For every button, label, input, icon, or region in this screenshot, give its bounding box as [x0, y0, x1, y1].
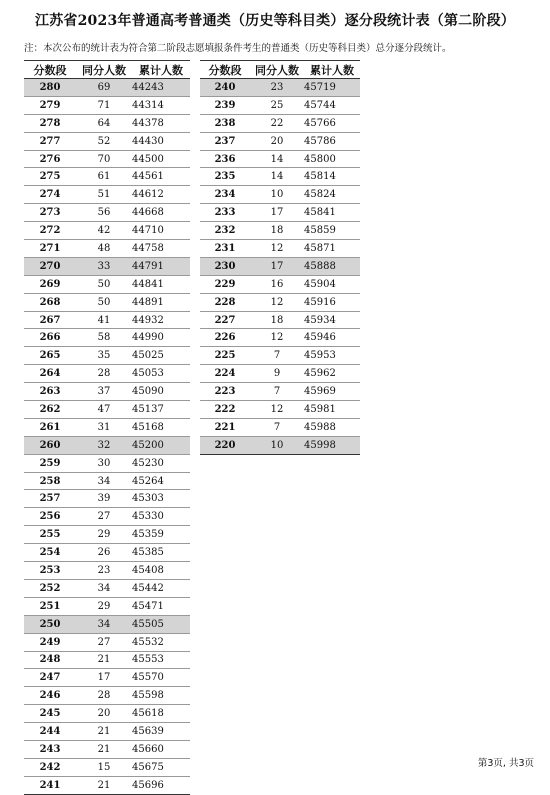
score-cell: 275	[24, 168, 76, 186]
same-count-cell: 31	[76, 418, 132, 436]
table-row	[200, 222, 360, 240]
table-row	[200, 96, 360, 114]
same-count-cell: 39	[76, 490, 132, 508]
table-row	[24, 257, 190, 275]
score-cell: 224	[200, 365, 250, 383]
score-cell: 273	[24, 204, 76, 222]
same-count-cell: 15	[76, 758, 132, 776]
table-row	[200, 186, 360, 204]
cumulative-cell: 45962	[304, 365, 360, 383]
cumulative-cell: 45841	[304, 204, 360, 222]
cumulative-cell: 45303	[132, 490, 190, 508]
table-row	[24, 418, 190, 436]
table-row	[200, 311, 360, 329]
score-cell: 251	[24, 597, 76, 615]
cumulative-cell: 44378	[132, 114, 190, 132]
score-cell: 240	[200, 79, 250, 97]
table-row	[24, 347, 190, 365]
table-row	[24, 365, 190, 383]
table-row	[24, 329, 190, 347]
same-count-cell: 70	[76, 150, 132, 168]
same-count-cell: 27	[76, 633, 132, 651]
header-cumulative: 累计人数	[132, 61, 190, 79]
cumulative-cell: 44990	[132, 329, 190, 347]
table-row	[200, 347, 360, 365]
table-row	[24, 401, 190, 419]
same-count-cell: 7	[250, 347, 304, 365]
score-cell: 228	[200, 293, 250, 311]
score-cell: 264	[24, 365, 76, 383]
same-count-cell: 7	[250, 383, 304, 401]
same-count-cell: 41	[76, 311, 132, 329]
table-row	[24, 490, 190, 508]
same-count-cell: 32	[76, 436, 132, 454]
table-row	[24, 526, 190, 544]
same-count-cell: 17	[250, 204, 304, 222]
score-cell: 232	[200, 222, 250, 240]
score-cell: 236	[200, 150, 250, 168]
table-row	[24, 168, 190, 186]
score-cell: 241	[24, 776, 76, 794]
same-count-cell: 61	[76, 168, 132, 186]
cumulative-cell: 45696	[132, 776, 190, 794]
same-count-cell: 71	[76, 96, 132, 114]
score-cell: 260	[24, 436, 76, 454]
table-row	[24, 687, 190, 705]
score-cell: 257	[24, 490, 76, 508]
cumulative-cell: 45618	[132, 705, 190, 723]
cumulative-cell: 44710	[132, 222, 190, 240]
cumulative-cell: 45471	[132, 597, 190, 615]
cumulative-cell: 45934	[304, 311, 360, 329]
table-row	[200, 293, 360, 311]
score-cell: 266	[24, 329, 76, 347]
score-table-right	[200, 60, 360, 455]
cumulative-cell: 45200	[132, 436, 190, 454]
cumulative-cell: 45953	[304, 347, 360, 365]
same-count-cell: 14	[250, 168, 304, 186]
same-count-cell: 34	[76, 615, 132, 633]
header-same-count: 同分人数	[250, 61, 304, 79]
same-count-cell: 21	[76, 776, 132, 794]
table-row	[200, 150, 360, 168]
score-cell: 268	[24, 293, 76, 311]
table-header-row	[200, 61, 360, 79]
cumulative-cell: 45998	[304, 436, 360, 454]
table-row	[24, 311, 190, 329]
cumulative-cell: 44841	[132, 275, 190, 293]
score-cell: 253	[24, 562, 76, 580]
cumulative-cell: 45330	[132, 508, 190, 526]
same-count-cell: 12	[250, 329, 304, 347]
same-count-cell: 25	[250, 96, 304, 114]
same-count-cell: 34	[76, 579, 132, 597]
cumulative-cell: 45168	[132, 418, 190, 436]
table-row	[24, 472, 190, 490]
table-row	[200, 365, 360, 383]
table-row	[200, 204, 360, 222]
same-count-cell: 14	[250, 150, 304, 168]
same-count-cell: 28	[76, 687, 132, 705]
score-cell: 230	[200, 257, 250, 275]
score-cell: 267	[24, 311, 76, 329]
score-cell: 278	[24, 114, 76, 132]
cumulative-cell: 45025	[132, 347, 190, 365]
table-row	[24, 740, 190, 758]
cumulative-cell: 45719	[304, 79, 360, 97]
header-cumulative: 累计人数	[304, 61, 360, 79]
cumulative-cell: 45442	[132, 579, 190, 597]
cumulative-cell: 45505	[132, 615, 190, 633]
score-cell: 226	[200, 329, 250, 347]
cumulative-cell: 45988	[304, 418, 360, 436]
same-count-cell: 28	[76, 365, 132, 383]
cumulative-cell: 45904	[304, 275, 360, 293]
table-row	[200, 257, 360, 275]
same-count-cell: 69	[76, 79, 132, 97]
table-row	[24, 597, 190, 615]
score-cell: 247	[24, 669, 76, 687]
cumulative-cell: 45570	[132, 669, 190, 687]
cumulative-cell: 45814	[304, 168, 360, 186]
same-count-cell: 16	[250, 275, 304, 293]
table-header-row	[24, 61, 190, 79]
same-count-cell: 29	[76, 526, 132, 544]
same-count-cell: 12	[250, 401, 304, 419]
cumulative-cell: 45660	[132, 740, 190, 758]
cumulative-cell: 45981	[304, 401, 360, 419]
table-row	[24, 723, 190, 741]
score-cell: 244	[24, 723, 76, 741]
score-cell: 258	[24, 472, 76, 490]
score-cell: 221	[200, 418, 250, 436]
score-cell: 249	[24, 633, 76, 651]
table-row	[200, 132, 360, 150]
table-row	[200, 436, 360, 454]
table-row	[24, 615, 190, 633]
cumulative-cell: 45385	[132, 544, 190, 562]
cumulative-cell: 45598	[132, 687, 190, 705]
table-row	[200, 418, 360, 436]
cumulative-cell: 45553	[132, 651, 190, 669]
same-count-cell: 21	[76, 651, 132, 669]
score-cell: 243	[24, 740, 76, 758]
score-cell: 225	[200, 347, 250, 365]
score-cell: 262	[24, 401, 76, 419]
score-cell: 233	[200, 204, 250, 222]
table-row	[200, 401, 360, 419]
cumulative-cell: 44500	[132, 150, 190, 168]
same-count-cell: 12	[250, 293, 304, 311]
same-count-cell: 27	[76, 508, 132, 526]
cumulative-cell: 44430	[132, 132, 190, 150]
same-count-cell: 58	[76, 329, 132, 347]
same-count-cell: 10	[250, 436, 304, 454]
header-score: 分数段	[24, 61, 76, 79]
same-count-cell: 35	[76, 347, 132, 365]
table-row	[24, 544, 190, 562]
same-count-cell: 18	[250, 222, 304, 240]
cumulative-cell: 45888	[304, 257, 360, 275]
cumulative-cell: 45824	[304, 186, 360, 204]
score-cell: 245	[24, 705, 76, 723]
cumulative-cell: 45675	[132, 758, 190, 776]
table-row	[24, 275, 190, 293]
cumulative-cell: 45800	[304, 150, 360, 168]
table-row	[200, 275, 360, 293]
table-row	[24, 508, 190, 526]
score-cell: 254	[24, 544, 76, 562]
same-count-cell: 18	[250, 311, 304, 329]
same-count-cell: 20	[76, 705, 132, 723]
score-cell: 261	[24, 418, 76, 436]
same-count-cell: 48	[76, 240, 132, 258]
cumulative-cell: 45408	[132, 562, 190, 580]
table-row	[24, 705, 190, 723]
cumulative-cell: 45916	[304, 293, 360, 311]
score-cell: 277	[24, 132, 76, 150]
cumulative-cell: 45786	[304, 132, 360, 150]
cumulative-cell: 44932	[132, 311, 190, 329]
score-cell: 220	[200, 436, 250, 454]
same-count-cell: 12	[250, 240, 304, 258]
score-cell: 276	[24, 150, 76, 168]
same-count-cell: 64	[76, 114, 132, 132]
same-count-cell: 20	[250, 132, 304, 150]
same-count-cell: 10	[250, 186, 304, 204]
table-row	[24, 669, 190, 687]
score-cell: 229	[200, 275, 250, 293]
table-row	[24, 186, 190, 204]
score-cell: 274	[24, 186, 76, 204]
table-row	[24, 204, 190, 222]
header-score: 分数段	[200, 61, 250, 79]
cumulative-cell: 45137	[132, 401, 190, 419]
table-row	[24, 651, 190, 669]
score-cell: 271	[24, 240, 76, 258]
cumulative-cell: 45766	[304, 114, 360, 132]
cumulative-cell: 45946	[304, 329, 360, 347]
score-cell: 237	[200, 132, 250, 150]
table-row	[200, 383, 360, 401]
score-cell: 223	[200, 383, 250, 401]
score-cell: 231	[200, 240, 250, 258]
table-row	[24, 436, 190, 454]
same-count-cell: 23	[250, 79, 304, 97]
score-cell: 259	[24, 454, 76, 472]
cumulative-cell: 45639	[132, 723, 190, 741]
page-title: 江苏省2023年普通高考普通类（历史等科目类）逐分段统计表（第二阶段）	[35, 13, 515, 29]
score-cell: 263	[24, 383, 76, 401]
same-count-cell: 17	[76, 669, 132, 687]
score-cell: 280	[24, 79, 76, 97]
same-count-cell: 42	[76, 222, 132, 240]
cumulative-cell: 44243	[132, 79, 190, 97]
table-row	[24, 293, 190, 311]
cumulative-cell: 44758	[132, 240, 190, 258]
score-cell: 250	[24, 615, 76, 633]
score-cell: 242	[24, 758, 76, 776]
table-row	[24, 758, 190, 776]
same-count-cell: 47	[76, 401, 132, 419]
same-count-cell: 56	[76, 204, 132, 222]
table-row	[200, 114, 360, 132]
score-cell: 227	[200, 311, 250, 329]
score-cell: 235	[200, 168, 250, 186]
score-cell: 252	[24, 579, 76, 597]
same-count-cell: 37	[76, 383, 132, 401]
cumulative-cell: 44612	[132, 186, 190, 204]
cumulative-cell: 45230	[132, 454, 190, 472]
cumulative-cell: 44891	[132, 293, 190, 311]
same-count-cell: 52	[76, 132, 132, 150]
same-count-cell: 30	[76, 454, 132, 472]
same-count-cell: 21	[76, 740, 132, 758]
score-cell: 234	[200, 186, 250, 204]
table-row	[200, 240, 360, 258]
table-row	[24, 776, 190, 794]
same-count-cell: 34	[76, 472, 132, 490]
cumulative-cell: 45859	[304, 222, 360, 240]
table-row	[24, 383, 190, 401]
score-cell: 238	[200, 114, 250, 132]
table-row	[24, 633, 190, 651]
same-count-cell: 26	[76, 544, 132, 562]
same-count-cell: 7	[250, 418, 304, 436]
score-table-left	[24, 60, 190, 795]
score-cell: 256	[24, 508, 76, 526]
cumulative-cell: 45969	[304, 383, 360, 401]
cumulative-cell: 45264	[132, 472, 190, 490]
same-count-cell: 22	[250, 114, 304, 132]
cumulative-cell: 45532	[132, 633, 190, 651]
cumulative-cell: 45053	[132, 365, 190, 383]
table-note: 注：本次公布的统计表为符合第二阶段志愿填报条件考生的普通类（历史等科目类）总分逐分段统计。	[24, 43, 452, 54]
cumulative-cell: 45359	[132, 526, 190, 544]
same-count-cell: 29	[76, 597, 132, 615]
score-cell: 269	[24, 275, 76, 293]
same-count-cell: 33	[76, 257, 132, 275]
same-count-cell: 51	[76, 186, 132, 204]
same-count-cell: 50	[76, 293, 132, 311]
same-count-cell: 9	[250, 365, 304, 383]
table-row	[24, 240, 190, 258]
score-cell: 246	[24, 687, 76, 705]
score-cell: 239	[200, 96, 250, 114]
same-count-cell: 23	[76, 562, 132, 580]
table-row	[200, 168, 360, 186]
cumulative-cell: 44791	[132, 257, 190, 275]
score-cell: 248	[24, 651, 76, 669]
score-cell: 222	[200, 401, 250, 419]
header-same-count: 同分人数	[76, 61, 132, 79]
cumulative-cell: 45090	[132, 383, 190, 401]
cumulative-cell: 44314	[132, 96, 190, 114]
same-count-cell: 21	[76, 723, 132, 741]
score-cell: 255	[24, 526, 76, 544]
table-row	[24, 150, 190, 168]
cumulative-cell: 44668	[132, 204, 190, 222]
page-number: 第3页, 共3页	[477, 758, 534, 769]
cumulative-cell: 45871	[304, 240, 360, 258]
table-row	[200, 79, 360, 97]
score-cell: 265	[24, 347, 76, 365]
score-cell: 272	[24, 222, 76, 240]
cumulative-cell: 45744	[304, 96, 360, 114]
table-row	[24, 132, 190, 150]
table-row	[24, 79, 190, 97]
table-row	[24, 96, 190, 114]
cumulative-cell: 44561	[132, 168, 190, 186]
score-cell: 279	[24, 96, 76, 114]
same-count-cell: 50	[76, 275, 132, 293]
table-row	[200, 329, 360, 347]
table-row	[24, 454, 190, 472]
table-row	[24, 579, 190, 597]
score-cell: 270	[24, 257, 76, 275]
table-row	[24, 114, 190, 132]
table-row	[24, 222, 190, 240]
table-row	[24, 562, 190, 580]
same-count-cell: 17	[250, 257, 304, 275]
